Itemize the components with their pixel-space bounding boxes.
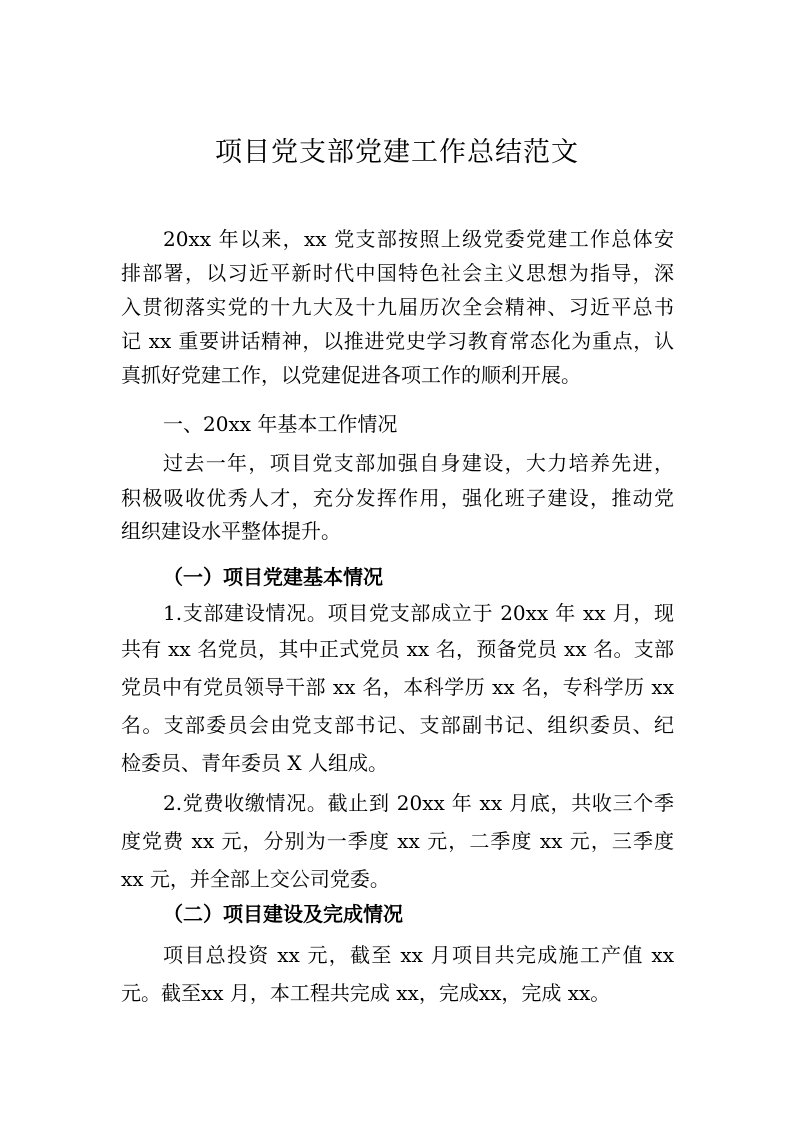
document-title: 项目党支部党建工作总结范文 bbox=[215, 137, 579, 168]
intro-line: 记 xx 重要讲话精神，以推进党史学习教育常态化为重点，认 bbox=[121, 329, 674, 353]
intro-line: 真抓好党建工作，以党建促进各项工作的顺利开展。 bbox=[121, 363, 581, 387]
intro-line: 入贯彻落实党的十九大及十九届历次全会精神、习近平总书 bbox=[121, 295, 674, 319]
subsection-heading: （二）项目建设及完成情况 bbox=[163, 902, 403, 926]
sub2-line: 元。截至xx 月，本工程共完成 xx，完成xx，完成 xx。 bbox=[121, 981, 611, 1005]
sub1-para1-line: 检委员、青年委员 X 人组成。 bbox=[121, 751, 388, 775]
sub1-para2-line: 2.党费收缴情况。截止到 20xx 年 xx 月底，共收三个季 bbox=[163, 791, 674, 815]
section-heading: 一、20xx 年基本工作情况 bbox=[163, 412, 398, 436]
sub1-para1-line: 党员中有党员领导干部 xx 名，本科学历 xx 名，专科学历 xx bbox=[121, 675, 674, 699]
section1-line: 过去一年，项目党支部加强自身建设，大力培养先进， bbox=[163, 451, 674, 475]
intro-line: 20xx 年以来，xx 党支部按照上级党委党建工作总体安 bbox=[163, 227, 674, 251]
sub1-para1-line: 1.支部建设情况。项目党支部成立于 20xx 年 xx 月，现 bbox=[163, 601, 674, 625]
sub1-para2-line: 度党费 xx 元，分别为一季度 xx 元，二季度 xx 元，三季度 bbox=[121, 829, 674, 853]
subsection-heading: （一）项目党建基本情况 bbox=[163, 565, 383, 589]
sub2-line: 项目总投资 xx 元，截至 xx 月项目共完成施工产值 xx bbox=[163, 943, 674, 967]
intro-line: 排部署，以习近平新时代中国特色社会主义思想为指导，深 bbox=[121, 261, 674, 285]
sub1-para1-line: 共有 xx 名党员，其中正式党员 xx 名，预备党员 xx 名。支部 bbox=[121, 637, 674, 661]
section1-line: 积极吸收优秀人才，充分发挥作用，强化班子建设，推动党 bbox=[121, 486, 674, 510]
section1-line: 组织建设水平整体提升。 bbox=[121, 519, 341, 543]
sub1-para2-line: xx 元，并全部上交公司党委。 bbox=[121, 867, 390, 891]
sub1-para1-line: 名。支部委员会由党支部书记、支部副书记、组织委员、纪 bbox=[121, 713, 674, 737]
